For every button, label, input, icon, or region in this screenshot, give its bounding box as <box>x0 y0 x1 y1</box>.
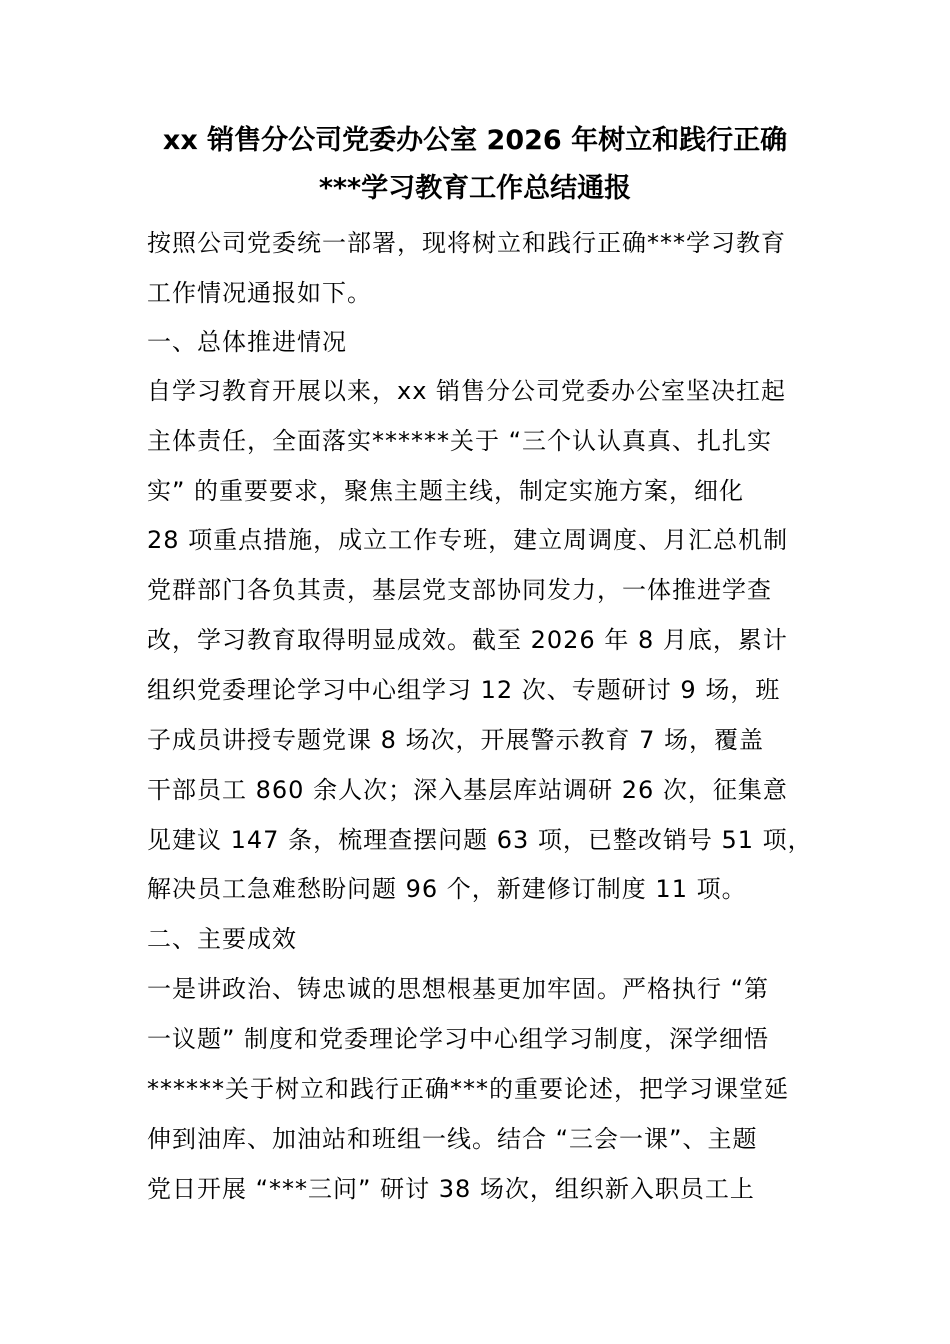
paragraph-line: 解决员工急难愁盼问题 96 个，新建修订制度 11 项。 <box>147 875 747 903</box>
paragraph-line: 改，学习教育取得明显成效。截至 2026 年 8 月底，累计 <box>147 626 788 654</box>
paragraph-line: 一是讲政治、铸忠诚的思想根基更加牢固。严格执行 “第 <box>147 975 770 1003</box>
document-title-line-1: xx 销售分公司党委办公室 2026 年树立和践行正确 <box>162 125 788 156</box>
paragraph-line: 见建议 147 条，梳理查摆问题 63 项，已整改销号 51 项， <box>147 826 813 854</box>
section-heading: 一、总体推进情况 <box>147 328 347 356</box>
paragraph-line: 党群部门各负其责，基层党支部协同发力，一体推进学查 <box>147 576 772 604</box>
section-heading: 二、主要成效 <box>147 925 297 953</box>
paragraph-line: 子成员讲授专题党课 8 场次，开展警示教育 7 场，覆盖 <box>147 726 765 754</box>
paragraph-line: 一议题” 制度和党委理论学习中心组学习制度，深学细悟 <box>147 1025 770 1053</box>
paragraph-line: 自学习教育开展以来，xx 销售分公司党委办公室坚决扛起 <box>147 377 787 405</box>
paragraph-line: ******关于树立和践行正确***的重要论述，把学习课堂延 <box>147 1075 789 1103</box>
paragraph-line: 党日开展 “***三问” 研讨 38 场次，组织新入职员工上 <box>147 1175 755 1203</box>
document-title-line-2: ***学习教育工作总结通报 <box>318 173 632 204</box>
paragraph-line: 组织党委理论学习中心组学习 12 次、专题研讨 9 场，班 <box>147 676 781 704</box>
paragraph-line: 工作情况通报如下。 <box>147 279 372 307</box>
paragraph-line: 28 项重点措施，成立工作专班，建立周调度、月汇总机制 <box>147 526 789 554</box>
paragraph-line: 主体责任，全面落实******关于 “三个认认真真、扎扎实 <box>147 427 773 455</box>
paragraph-line: 干部员工 860 余人次；深入基层库站调研 26 次，征集意 <box>147 776 788 804</box>
paragraph-line: 伸到油库、加油站和班组一线。结合 “三会一课”、主题 <box>147 1125 758 1153</box>
paragraph-line: 实” 的重要要求，聚焦主题主线，制定实施方案，细化 <box>147 477 745 505</box>
paragraph-line: 按照公司党委统一部署，现将树立和践行正确***学习教育 <box>147 229 786 257</box>
